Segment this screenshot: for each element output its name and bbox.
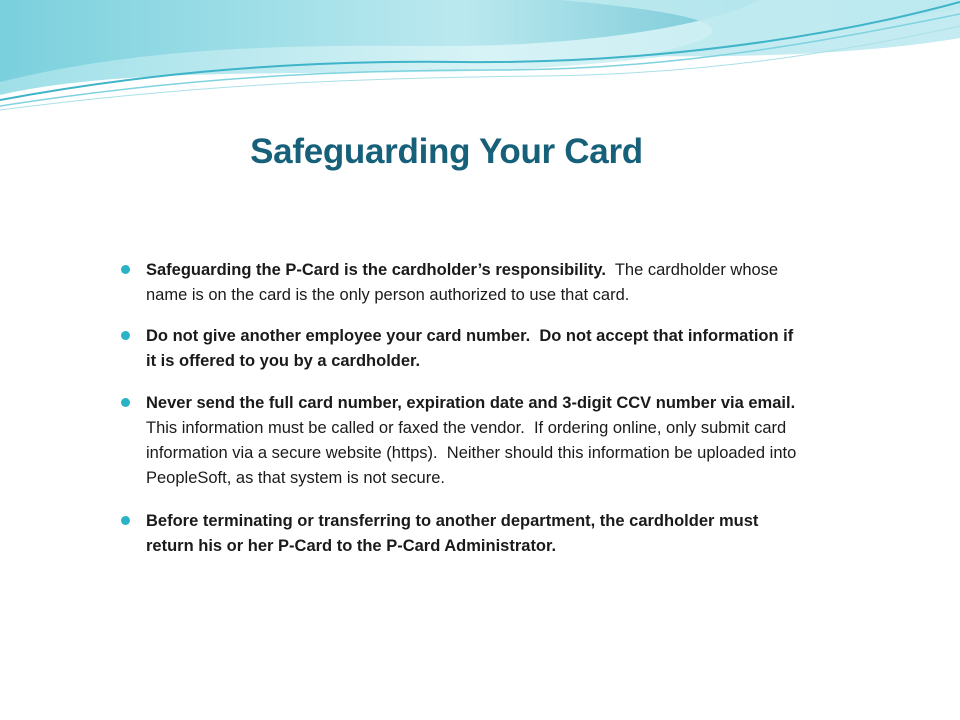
bullet-dot-icon <box>121 516 130 525</box>
bullet-bold-text: Before terminating or transferring to another department, the cardholder must return his or her P-Card to the P-Card Administrator. <box>146 512 759 555</box>
bullet-dot-icon <box>121 398 130 407</box>
bullet-dot-icon <box>121 331 130 340</box>
bullet-bold-text: Never send the full card number, expiration date and 3-digit CCV number via email. <box>146 394 796 412</box>
bullet-item <box>121 324 805 374</box>
bullet-item <box>121 258 805 308</box>
wave-header-decoration <box>0 0 960 120</box>
bullet-bold-text: Safeguarding the P-Card is the cardholder’s responsibility. <box>146 261 606 279</box>
bullet-dot-icon <box>121 265 130 274</box>
bullet-text: This information must be called or faxed the vendor. If ordering online, only submit card information via a secure website (https). Neither should this information be uploaded into PeopleSoft, as that system is not secure. <box>146 394 805 487</box>
bullet-text: The cardholder whose name is on the card is the only person authorized to use that card. <box>146 261 783 304</box>
slide-title: Safeguarding Your Card <box>250 132 643 171</box>
bullet-bold-text: Do not give another employee your card number. Do not accept that information if it is offered to you by a cardholder. <box>146 327 798 370</box>
bullet-item <box>121 391 805 491</box>
bullet-item <box>121 509 805 559</box>
bullet-list <box>121 258 805 575</box>
